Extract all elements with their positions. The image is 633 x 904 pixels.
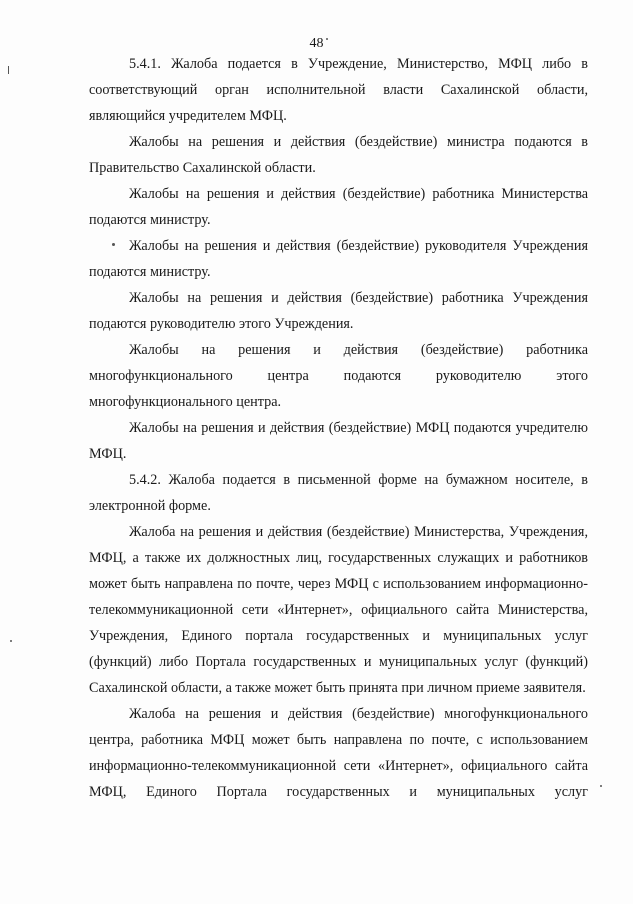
scan-speck — [600, 785, 602, 787]
paragraph-mfc-submission-channels: Жалоба на решения и действия (бездействие) многофункционального центра, работника МФЦ может быть направлена по почте, с использованием информационно-телекоммуникационной сети «Интернет», официального сайта МФЦ, Единого Портала государственных и муниципальных услуг — [89, 706, 588, 800]
page-number: 48 — [309, 36, 324, 51]
scan-speck — [10, 640, 12, 642]
paragraph-mfc-complaints: Жалобы на решения и действия (бездействие) МФЦ подаются учредителю МФЦ. — [89, 420, 588, 462]
paragraph-cut-wrapper — [89, 701, 588, 831]
paragraph-ministry-employee-complaints: Жалобы на решения и действия (бездействие) работника Министерства подаются министру. — [89, 186, 588, 228]
paragraph-institution-employee-complaints: Жалобы на решения и действия (бездействие) работника Учреждения подаются руководителю этого Учреждения. — [89, 290, 588, 332]
document-body — [89, 51, 588, 831]
paragraph-minister-complaints: Жалобы на решения и действия (бездействие) министра подаются в Правительство Сахалинской области. — [89, 134, 588, 176]
paragraph-submission-channels: Жалоба на решения и действия (бездействие) Министерства, Учреждения, МФЦ, а также их должностных лиц, государственных служащих и работников может быть направлена по почте, через МФЦ с использованием информационно-телекоммуникационной сети «Интернет», официального сайта Министерства, Учреждения, Единого портала государственных и муниципальных услуг (функций) либо Портала государственных и муниципальных услуг (функций) Сахалинской области, а также может быть принята при личном приеме заявителя. — [89, 524, 588, 696]
scan-speck — [326, 38, 328, 40]
paragraph-5-4-2: 5.4.2. Жалоба подается в письменной форме на бумажном носителе, в электронной форме. — [89, 472, 588, 514]
scan-speck — [8, 66, 9, 74]
paragraph-5-4-1: 5.4.1. Жалоба подается в Учреждение, Министерство, МФЦ либо в соответствующий орган исполнительной власти Сахалинской области, являющийся учредителем МФЦ. — [89, 56, 588, 124]
paragraph-mfc-employee-complaints: Жалобы на решения и действия (бездействие) работника многофункционального центра подаются руководителю этого многофункционального центра. — [89, 342, 588, 410]
scan-speck — [112, 243, 115, 246]
paragraph-institution-head-complaints: Жалобы на решения и действия (бездействие) руководителя Учреждения подаются министру. — [89, 238, 588, 280]
